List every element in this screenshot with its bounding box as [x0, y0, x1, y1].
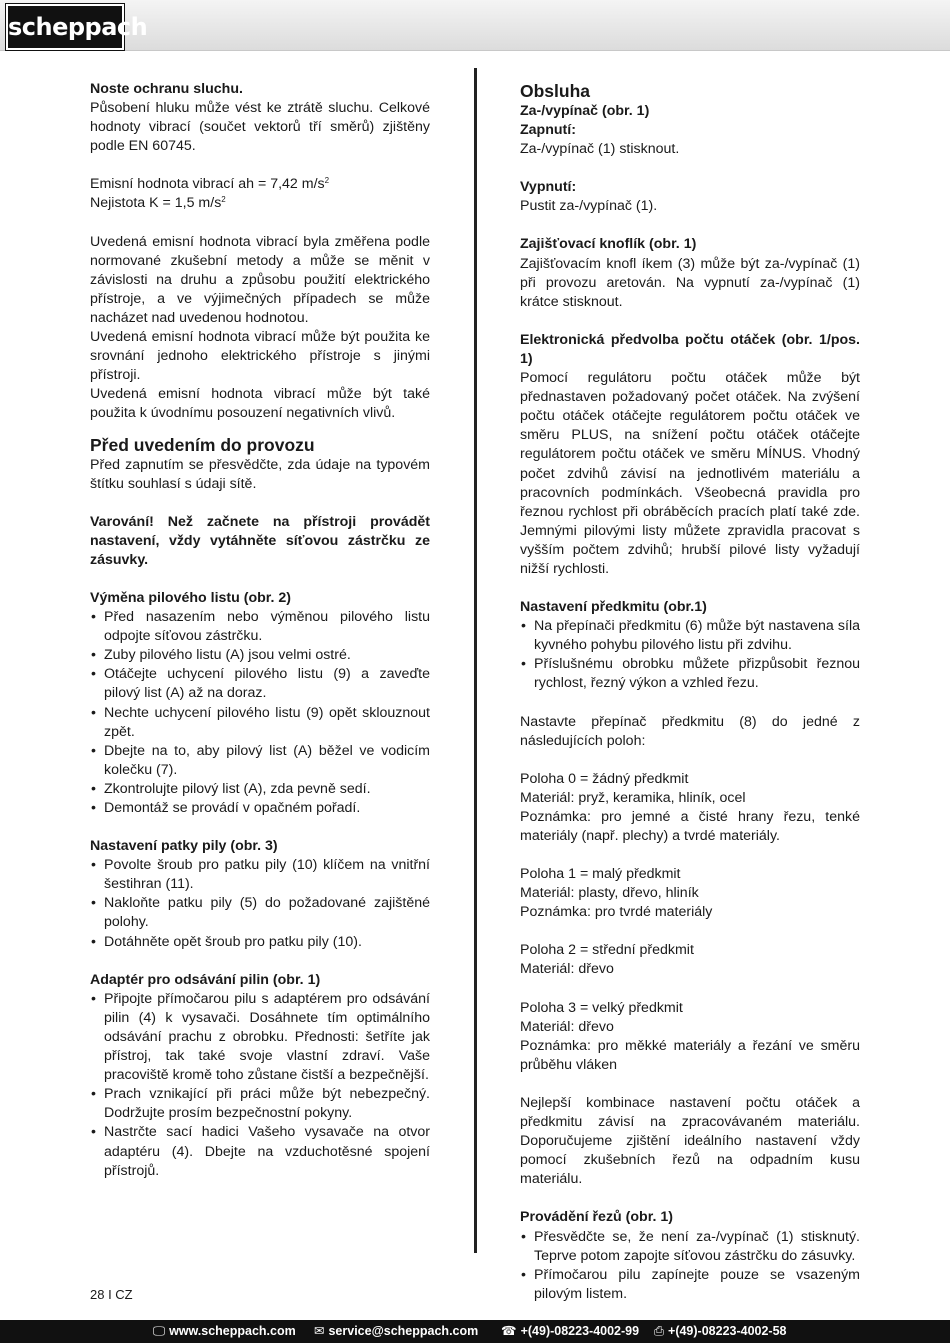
position-3-line: Poloha 3 = velký předkmit: [520, 999, 683, 1016]
hearing-protection-title: Noste ochranu sluchu.: [90, 81, 243, 97]
list-item: • Prach vznikající při práci může být nebezpečný. Dodržujte prosím bezpečnostní pokyny.: [90, 1085, 430, 1123]
before-start-text: Před zapnutím se přesvědčte, zda údaje na typovém štítku souhlasí s údaji sítě.: [90, 456, 430, 492]
list-item: • Nechte uchycení pilového listu (9) opět sklouznout zpět.: [90, 704, 430, 742]
footer-fax[interactable]: ⎙ +(49)-08223-4002-58: [654, 1320, 787, 1343]
pendulum-text: Nastavte přepínač předkmitu (8) do jedné z následujících poloh:: [520, 713, 860, 749]
list-item: • Zuby pilového listu (A) jsou velmi ostré.: [90, 646, 430, 665]
saw-foot-list: [90, 856, 430, 951]
position-2-material: Materiál: dřevo: [520, 961, 614, 978]
position-0-material: Materiál: pryž, keramika, hliník, ocel: [520, 789, 746, 806]
list-item: • Dotáhněte opět šroub pro patku pily (10).: [90, 933, 430, 952]
vibration-value: Emisní hodnota vibrací ah = 7,42 $m/s^2$: [90, 176, 330, 193]
switch-off-text: Pustit za-/vypínač (1).: [520, 198, 658, 215]
cutting-title: Provádění řezů (obr. 1): [520, 1209, 673, 1226]
fax-icon: ⎙: [654, 1324, 665, 1338]
left-column: [90, 80, 430, 1181]
list-item: • Na přepínači předkmitu (6) může být nastavena síla kyvného pohybu pilového listu při zdvihu.: [520, 617, 860, 655]
list-item: • Otáčejte uchycení pilového listu (9) a zaveďte pilový list (A) až na doraz.: [90, 665, 430, 703]
list-item: • Nastrčte sací hadici Vašeho vysavače na otvor adaptéru (4). Dbejte na vzduchotěsné spojení přístrojů.: [90, 1123, 430, 1180]
saw-foot-title: Nastavení patky pily (obr. 3): [90, 838, 278, 855]
position-3-material: Materiál: dřevo: [520, 1018, 614, 1035]
right-column: [520, 80, 860, 1304]
vibration-uncertainty: Nejistota K = 1,5 $m/s^2$: [90, 195, 226, 212]
section-heading-before-start: Před uvedením do provozu: [90, 434, 315, 455]
footer-phone[interactable]: ☎︎ +(49)-08223-4002-99: [501, 1320, 639, 1343]
monitor-icon: 🖵︎: [153, 1324, 166, 1338]
list-item: • Nakloňte patku pily (5) do požadované zajištěné polohy.: [90, 894, 430, 932]
speed-preselection-text: Pomocí regulátoru počtu otáček může být přednastaven požadovaný počet otáček. Na zvýšení počtu otáček otáčejte regulátorem počtu otáček ve směru PLUS, na snížení počtu otáček otáčejte regulátorem počtu otáček ve směru MÍNUS. Vhodný počet zdvihů závisí na jednotlivém materiálu a pracovních podmínkách. Všeobecná pravidla pro řeznou rychlost při obráběcích pracích platí také zde. Jemnými pilovými listy můžete zpravidla pracovat s vyšším počtem zdvihů; hrubší pilové listy vyžadují nižší rychlosti.: [520, 370, 860, 577]
page-footer: [0, 1320, 950, 1343]
dust-adapter-list: [90, 990, 430, 1181]
position-2-line: Poloha 2 = střední předkmit: [520, 942, 694, 959]
list-item: • Zkontrolujte pilový list (A), zda pevně sedí.: [90, 780, 430, 799]
footer-website[interactable]: 🖵︎ www.scheppach.com: [153, 1320, 296, 1343]
blade-change-title: Výměna pilového listu (obr. 2): [90, 589, 292, 606]
warning-text: Varování! Než začnete na přístroji provádět nastavení, vždy vytáhněte síťovou zástrčku ze zásuvky.: [90, 513, 430, 568]
switch-off-title: Vypnutí:: [520, 179, 577, 196]
switch-on-text: Za-/vypínač (1) stisknout.: [520, 141, 680, 158]
list-item: • Přímočarou pilu zapínejte pouze se vsazeným pilovým listem.: [520, 1266, 860, 1304]
column-divider: [474, 68, 477, 1253]
list-item: • Příslušnému obrobku můžete přizpůsobit řeznou rychlost, řezný výkon a vzhled řezu.: [520, 655, 860, 693]
position-0-note: Poznámka: pro jemné a čisté hrany řezu, tenké materiály (např. plechy) a tvrdé materiály.: [520, 808, 860, 844]
scheppach-logo: scheppach: [6, 4, 124, 50]
switch-on-title: Zapnutí:: [520, 122, 576, 139]
lock-button-text: Zajišťovacím knofl íkem (3) může být za-/vypínač (1) při provozu aretován. Na vypnutí za-/vypínač (1) krátce stisknout.: [520, 255, 860, 310]
envelope-icon: ✉︎: [314, 1324, 325, 1338]
position-1-note: Poznámka: pro tvrdé materiály: [520, 904, 713, 921]
position-1-material: Materiál: plasty, dřevo, hliník: [520, 885, 699, 902]
page-header: [0, 0, 950, 51]
list-item: • Před nasazením nebo výměnou pilového listu odpojte síťovou zástrčku.: [90, 608, 430, 646]
speed-preselection-title: Elektronická předvolba počtu otáček (obr. 1/pos. 1): [520, 331, 860, 367]
list-item: • Připojte přímočarou pilu s adaptérem pro odsávání pilin (4) k vysavači. Dosáhnete tím optimálního odsávání prachu z obrobku. Přednosti: šetříte jak přístroj, tak také svoje vlastní zdraví. Vaše pracoviště kromě toho zůstane čistší a bezpečnější.: [90, 990, 430, 1085]
position-1-line: Poloha 1 = malý předkmit: [520, 866, 681, 883]
pendulum-list: [520, 617, 860, 693]
vibration-paragraph-3: Uvedená emisní hodnota vibrací může být také použita k úvodnímu posouzení negativních vlivů.: [90, 386, 430, 422]
dust-adapter-title: Adaptér pro odsávání pilin (obr. 1): [90, 971, 321, 988]
list-item: • Demontáž se provádí v opačném pořadí.: [90, 799, 430, 818]
pendulum-title: Nastavení předkmitu (obr.1): [520, 599, 707, 616]
cutting-list: [520, 1228, 860, 1304]
vibration-paragraph-1: Uvedená emisní hodnota vibrací byla změřena podle normované zkušební metody a může se měnit v závislosti na druhu a způsobu použití elektrického přístroje, a ve výjimečných případech se může nacházet nad uvedenou hodnotou.: [90, 233, 430, 326]
hearing-protection-text: Působení hluku může vést ke ztrátě sluchu. Celkové hodnoty vibrací (součet vektorů tří směrů) zjištěny podle EN 60745.: [90, 100, 430, 155]
list-item: • Přesvědčte se, že není za-/vypínač (1) stisknutý. Teprve potom zapojte síťovou zástrčku do zásuvky.: [520, 1228, 860, 1266]
list-item: • Dbejte na to, aby pilový list (A) běžel ve vodicím kolečku (7).: [90, 742, 430, 780]
page-number: 28 I CZ: [90, 1287, 133, 1302]
phone-icon: ☎︎: [501, 1324, 517, 1338]
vibration-paragraph-2: Uvedená emisní hodnota vibrací může být použita ke srovnání jednoho elektrického přístroje s jinými přístroji.: [90, 329, 430, 384]
section-heading-operation: Obsluha: [520, 81, 591, 101]
switch-title: Za-/vypínač (obr. 1): [520, 103, 650, 119]
best-combination-text: Nejlepší kombinace nastavení počtu otáček a předkmitu závisí na zpracovávaném materiálu. Doporučujeme zjištění ideálního nastavení vždy pomocí zkušebních řezů na odpadním kusu materiálu.: [520, 1094, 860, 1188]
footer-email[interactable]: ✉︎ service@scheppach.com: [314, 1320, 478, 1343]
list-item: • Povolte šroub pro patku pily (10) klíčem na vnitřní šestihran (11).: [90, 856, 430, 894]
position-0-line: Poloha 0 = žádný předkmit: [520, 770, 689, 787]
position-3-note: Poznámka: pro měkké materiály a řezání ve směru průběhu vláken: [520, 1037, 860, 1073]
blade-change-list: [90, 608, 430, 818]
lock-button-title: Zajišťovací knoflík (obr. 1): [520, 236, 697, 253]
